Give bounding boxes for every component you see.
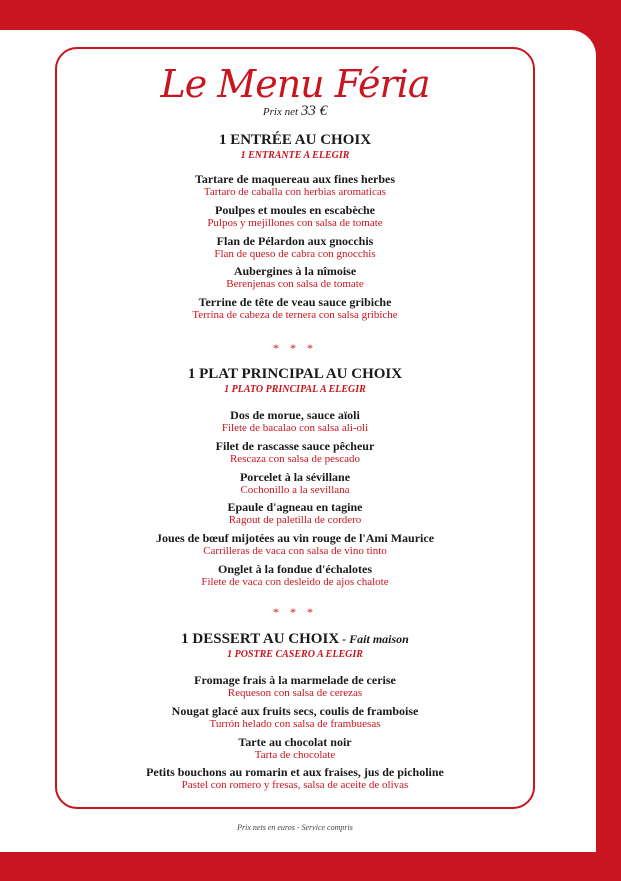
dish-translation: Pastel con romero y fresas, salsa de aceite de olivas <box>181 779 409 792</box>
price-value: 33 € <box>300 103 328 119</box>
menu-price <box>55 103 535 120</box>
section-separator: * * * <box>273 341 317 355</box>
dish-translation: Tartaro de caballa con herbias aromaticas <box>203 186 387 198</box>
dish-name: Tartare de maquereau aux fines herbes <box>194 172 396 186</box>
section-subtitle: 1 ENTRANTE A ELEGIR <box>240 150 350 161</box>
dish-name: Filet de rascasse sauce pêcheur <box>215 438 375 453</box>
dish-translation: Pulpos y mejillones con salsa de tomate <box>207 216 383 229</box>
section-title-text: 1 DESSERT AU CHOIX <box>181 631 340 647</box>
dish-translation: Flan de queso de cabra con gnocchis <box>214 247 376 260</box>
dish-translation: Tarta de chocolate <box>254 748 336 761</box>
section-title <box>55 131 535 149</box>
dish-translation: Berenjenas con salsa de tomate <box>226 278 364 291</box>
section-title-text: 1 PLAT PRINCIPAL AU CHOIX <box>187 366 403 382</box>
dish-name: Joues de bœuf mijotées au vin rouge de l'Ami Maurice <box>155 531 435 546</box>
section-title-extra: - Fait maison <box>339 632 409 646</box>
section-title <box>55 630 535 648</box>
dish-translation: Turrón helado con salsa de frambuesas <box>209 717 381 730</box>
dish-name: Flan de Pélardon aux gnocchis <box>216 233 374 248</box>
dish-translation: Cochonillo a la sevillana <box>240 483 350 496</box>
dish-translation: Rescaza con salsa de pescado <box>229 452 361 465</box>
section-separator: * * * <box>273 605 317 619</box>
price-label: Prix net <box>262 106 299 118</box>
dish-name: Tarte au chocolat noir <box>238 734 352 749</box>
dish-name: Fromage frais à la marmelade de cerise <box>194 673 396 687</box>
menu-title: Le Menu Féria <box>160 62 430 106</box>
section-title <box>55 365 535 383</box>
dish-name: Dos de morue, sauce aïoli <box>230 408 360 422</box>
dish-name: Nougat glacé aux fruits secs, coulis de framboise <box>171 703 419 718</box>
dish-name: Onglet à la fondue d'échalotes <box>217 562 372 576</box>
dish-translation: Filete de vaca con desleido de ajos chalote <box>201 576 389 588</box>
dish-name: Epaule d'agneau en tagine <box>227 500 363 515</box>
dish-name: Terrine de tête de veau sauce gribiche <box>198 295 392 310</box>
footer-note: Prix nets en euros - Service compris <box>237 823 353 832</box>
dish-translation: Requeson con salsa de cerezas <box>227 687 363 699</box>
dish-translation: Ragout de paletilla de cordero <box>228 514 362 527</box>
dish-name: Poulpes et moules en escabèche <box>215 202 375 217</box>
dish-name: Porcelet à la sévillane <box>239 469 351 484</box>
section-subtitle: 1 POSTRE CASERO A ELEGIR <box>227 649 363 660</box>
dish-translation: Filete de bacalao con salsa ali-oli <box>221 422 369 434</box>
dish-name: Aubergines à la nîmoise <box>233 264 357 279</box>
dish-name: Petits bouchons au romarin et aux fraises, jus de picholine <box>146 765 444 780</box>
dish-translation: Terrina de cabeza de ternera con salsa gribiche <box>192 309 398 322</box>
dish-translation: Carrilleras de vaca con salsa de vino tinto <box>203 545 387 558</box>
section-subtitle: 1 PLATO PRINCIPAL A ELEGIR <box>224 384 366 395</box>
section-title-text: 1 ENTRÉE AU CHOIX <box>218 132 372 148</box>
